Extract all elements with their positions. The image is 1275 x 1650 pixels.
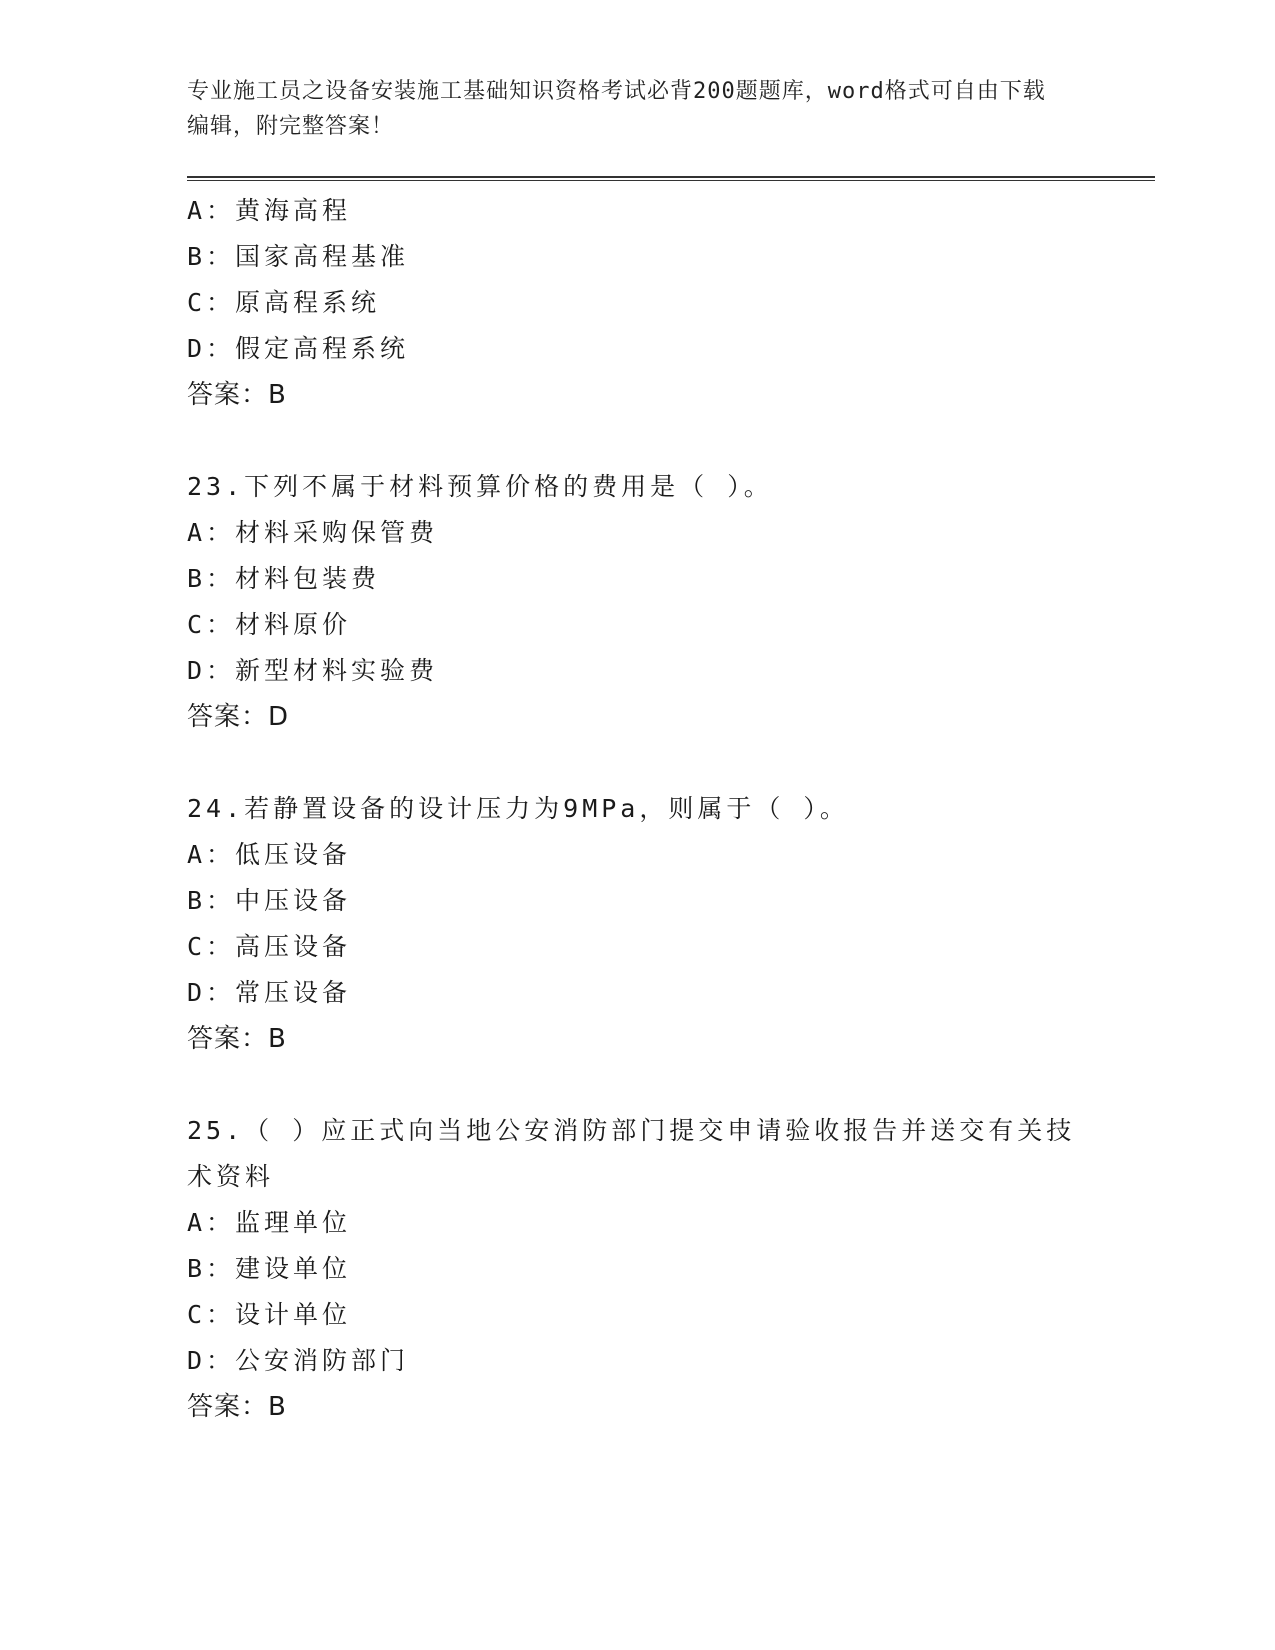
- option-c: C：材料原价: [187, 610, 352, 639]
- option-b: B：中压设备: [187, 886, 352, 915]
- answer-line: 答案：B: [187, 1392, 287, 1422]
- question-23: [187, 464, 1155, 740]
- option-c: C：原高程系统: [187, 288, 381, 317]
- question-title: 23.下列不属于材料预算价格的费用是（ ）。: [187, 472, 773, 501]
- answer-line: 答案：B: [187, 380, 287, 410]
- option-b: B：材料包装费: [187, 564, 381, 593]
- question-24: [187, 786, 1155, 1062]
- option-d: D：假定高程系统: [187, 334, 410, 363]
- option-b: B：国家高程基准: [187, 242, 410, 271]
- document-intro: 专业施工员之设备安装施工基础知识资格考试必背200题题库，word格式可自由下载编辑，附完整答案！: [187, 79, 1046, 139]
- option-a: A：低压设备: [187, 840, 352, 869]
- question-22-continued: [187, 188, 1155, 418]
- question-list: [187, 188, 1155, 1430]
- answer-line: 答案：D: [187, 702, 290, 732]
- header-divider: [187, 176, 1155, 181]
- option-c: C：高压设备: [187, 932, 352, 961]
- answer-line: 答案：B: [187, 1024, 287, 1054]
- question-title: 25.（ ）应正式向当地公安消防部门提交申请验收报告并送交有关技术资料: [187, 1116, 1076, 1191]
- option-d: D：新型材料实验费: [187, 656, 439, 685]
- question-title: 24.若静置设备的设计压力为9MPa，则属于（ ）。: [187, 794, 849, 823]
- option-b: B：建设单位: [187, 1254, 352, 1283]
- option-a: A：黄海高程: [187, 196, 352, 225]
- document-page: [187, 0, 1155, 1650]
- question-25: [187, 1108, 1155, 1430]
- option-d: D：公安消防部门: [187, 1346, 410, 1375]
- option-a: A：材料采购保管费: [187, 518, 439, 547]
- option-d: D：常压设备: [187, 978, 352, 1007]
- option-c: C：设计单位: [187, 1300, 352, 1329]
- option-a: A：监理单位: [187, 1208, 352, 1237]
